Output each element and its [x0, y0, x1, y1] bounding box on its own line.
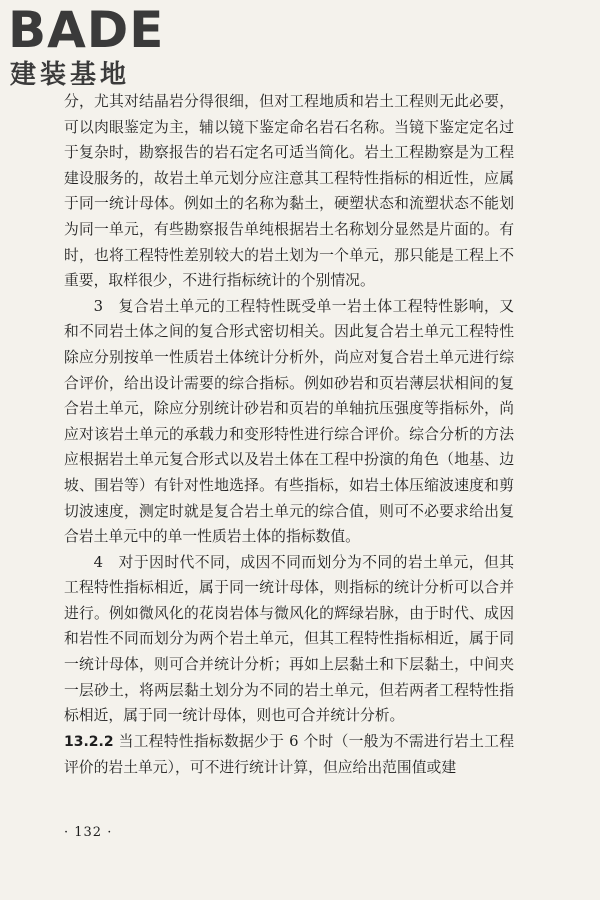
paragraph-item-4: 4 对于因时代不同，成因不同而划分为不同的岩土单元，但其工程特性指标相近，属于同一统计母体，则指标的统计分析可以合并进行。例如微风化的花岗岩体与微风化的辉绿岩脉，由于时代、成因和岩性不同而划分为两个岩土单元，但其工程特性指标相近，属于同一统计母体，则可合并统计分析；再如上层黏土和下层黏土，中间夹一层砂土，将两层黏土划分为不同的岩土单元，但若两者工程特性指标相近，属于同一统计母体，则也可合并统计分析。 [64, 553, 514, 725]
paragraph-continued: 分，尤其对结晶岩分得很细，但对工程地质和岩土工程则无此必要，可以肉眼鉴定为主，辅以镜下鉴定命名岩石名称。当镜下鉴定定名过于复杂时，勘察报告的岩石定名可适当简化。岩土工程勘察是为工程建设服务的，故岩土单元划分应注意其工程特性指标的相近性，应属于同一统计母体。例如土的名称为黏土，硬塑状态和流塑状态不能划为同一单元，有些勘察报告单纯根据岩土名称划分显然是片面的。有时，也将工程特性差别较大的岩土划为一个单元，那只能是工程上不重要，取样很少，不进行指标统计的个别情况。 [64, 93, 514, 290]
logo-title: BADE [8, 1, 165, 59]
section-text: 当工程特性指标数据少于 6 个时（一般为不需进行岩土工程评价的岩土单元），可不进行统计计算，但应给出范围值或建 [64, 732, 514, 777]
page-number: · 132 · [64, 825, 113, 840]
section-13-2-2 [64, 729, 514, 781]
logo [8, 1, 178, 100]
paragraph-item-3: 3 复合岩土单元的工程特性既受单一岩土体工程特性影响，又和不同岩土体之间的复合形式密切相关。因此复合岩土单元工程特性除应分别按单一性质岩土体统计分析外，尚应对复合岩土单元进行综合评价，给出设计需要的综合指标。例如砂岩和页岩薄层状相间的复合岩土单元，除应分别统计砂岩和页岩的单轴抗压强度等指标外，尚应对该岩土单元的承载力和变形特性进行综合评价。综合分析的方法应根据岩土单元复合形式以及岩土体在工程中扮演的角色（地基、边坡、围岩等）有针对性地选择。有些指标，如岩土体压缩波速度和剪切波速度，测定时就是复合岩土单元的综合值，则可不必要求给出复合岩土单元中的单一性质岩土体的指标数值。 [64, 297, 514, 546]
logo-subtitle: 建装基地 [10, 60, 131, 90]
page-body [64, 89, 514, 781]
section-number: 13.2.2 [64, 733, 114, 750]
